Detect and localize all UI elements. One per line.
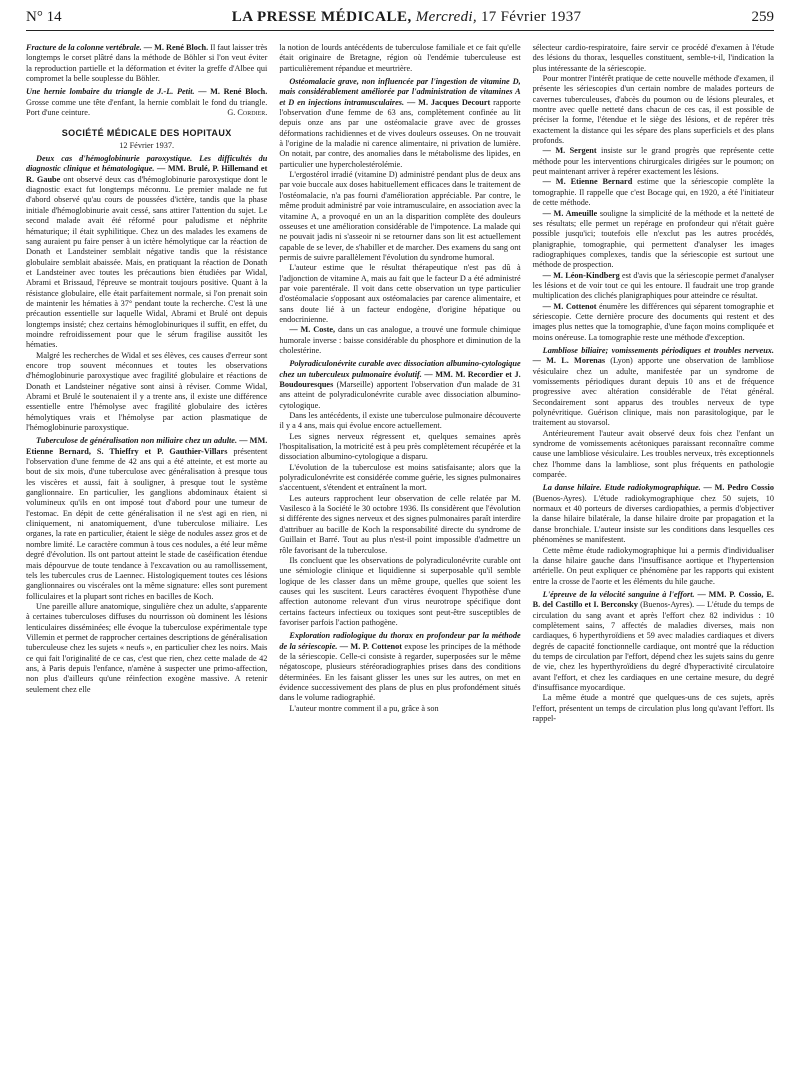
text-columns	[26, 43, 774, 724]
article-body: (Buenos-Ayres). L'étude radiokymographique chez 50 sujets, 10 normaux et 40 porteurs de diverses cardiopathies, a permis d'objectiver la danse hilaire bilatérale, la danse hilaire droite par propagation et la danse bronchiale. L'auteur insiste sur les conditions dans lesquelles ces phénomènes se manifestent.	[532, 493, 774, 545]
article-paragraph	[533, 271, 774, 302]
article-paragraph	[26, 154, 267, 351]
article-title: Une hernie lombaire du triangle de J.-L. Petit.	[26, 87, 195, 97]
article-body: souligne la simplicité de la méthode et la netteté de ses résultats; elle permet un repérage en profondeur qui n'était guère possible jusqu'ici; toutefois elle n'exclut pas les autres procédés, planigraphie, tomographie, qui permettent d'analyser les images radiographiques complexes, tandis que la sériescopie est surtout une méthode de prospection.	[532, 208, 774, 270]
article-paragraph	[533, 302, 774, 343]
article-paragraph	[26, 43, 267, 84]
article-body: estime que la sériescopie complète la tomographie. Il rappelle que c'est Bocage qui, en 1920, a été l'initiateur de cette méthode.	[532, 177, 774, 208]
article-paragraph: Une pareille allure anatomique, singulière chez un adulte, s'apparente à certaines tuberculoses diffuses du nourrisson où dominent les lésions lenticulaires disséminées; elle évoque la tuberculose expérimentale type Villemin et permet de rapprocher certaines descriptions de généralisation tuberculeuse chez les sujets « neufs », en particulier chez les noirs. Mais ce qui fait l'originalité de ce cas, c'est que rien, chez cette malade de 42 ans, à Paris depuis l'enfance, n'amène à suspecter une primo-affection, non plus d'ailleurs qu'une réinfection exogène massive. A retenir seulement chez elle	[26, 601, 268, 694]
article-body: (Buenos-Ayres). — L'étude du temps de circulation du sang avant et après l'effort chez 82 individus : 10 complètement sains, 7 affectés de maladies diverses, mais non cardiaques, 6 hyperthyroïdiens et 59 avec maladies cardiaques et divers degrés de capacité fonctionnelle cardiaque, ont montré que la réduction du temps de circulation par l'effort, dépend chez les sujets sains du genre de vie, chez les hyperthyroïdiens du degré d'hyperactivité circulatoire avant l'effort, et chez les cardiaques en une certaine mesure, du degré d'insuffisance myocardique.	[532, 600, 774, 692]
column-1	[26, 43, 267, 724]
article-author: — M. P. Cottenot	[337, 641, 403, 651]
article-paragraph	[279, 359, 520, 411]
article-paragraph: L'évolution de la tuberculose est moins satisfaisante; alors que la polyradiculonévrite est considérée comme guérie, les signes pulmonaires s'accentuent, s'étendent et entraînent la mort.	[279, 462, 521, 493]
article-paragraph: Ils concluent que les observations de polyradiculonévrite curable ont une sémiologie clinique et liquidienne si superposable qu'il semble logique de les classer dans un même groupe, quelles que soient les causes qui les suscitent. Leurs caractères évoquent l'hypothèse d'une affection autonome relevant d'un virus neurotrope spécifique dont certains facteurs infectieux ou toxiques sont peut-être susceptibles de favoriser parfois l'action pathogène.	[279, 555, 521, 627]
article-paragraph: Les signes nerveux régressent et, quelques semaines après l'hospitalisation, la motricité est à peu près complètement récupérée et la dissociation albumino-cytologique a disparu.	[279, 431, 521, 462]
article-body: Il faut laisser très longtemps le corset plâtré dans la méthode de Böhler si l'on veut éviter la reproduction partielle et la déformation et éviter la greffe d'Albee qui compromet la belle souplesse du Böhler.	[26, 43, 268, 84]
article-author: — M. Pedro Cossio	[700, 483, 774, 493]
article-paragraph: Antérieurement l'auteur avait observé deux fois chez l'enfant un syndrome de vomissements acétoniques paraissant reconnaître comme cause une lambliose vésiculaire. Les troubles nerveux, très exceptionnels chez l'homme dans la lambliose, sont plus fréquents en pathologie comparée.	[532, 428, 774, 480]
article-title: Lambliose biliaire; vomissements périodiques et troubles nerveux.	[542, 345, 774, 355]
article-body: Grosse comme une tête d'enfant, la hernie comblait le fond du triangle. Port d'une ceinture.	[26, 97, 268, 118]
issue-day: Mercredi,	[415, 9, 477, 25]
article-author: — M. L. Morenas	[532, 356, 606, 366]
page-number: 259	[751, 9, 774, 25]
article-paragraph	[279, 77, 520, 170]
article-author: — M. Etienne Bernard	[542, 177, 633, 187]
article-body: expose les principes de la méthode de la sériescopie. Celle-ci consiste à regarder, superposées sur le même négatoscope, plusieurs stéréoradiographies prises dans des conditions déterminées. En les faisant glisser les unes sur les autres, on met en évidence successivement des plans de plus en plus profondément situés dans le volume radiographié.	[279, 641, 521, 703]
article-title: Deux cas d'hémoglobinurie paroxystique. Les difficultés du diagnostic clinique et hématologique.	[26, 154, 268, 174]
journal-title: LA PRESSE MÉDICALE,	[231, 9, 412, 25]
article-paragraph	[533, 483, 774, 545]
article-paragraph: L'auteur montre comment il a pu, grâce à son	[289, 703, 439, 713]
article-paragraph: L'auteur estime que le résultat thérapeutique n'est pas dû à l'adjonction de vitamine A, mais au fait que le facteur D a été administré par voie parentérale. Il voit dans cette observation un type particulier d'ostéomalacie s'opposant aux ostéomalacies par carence alimentaire, et sans doute lié à un facteur endogène, d'origine hépatique ou endocrinienne.	[279, 263, 521, 324]
article-paragraph	[533, 346, 774, 429]
column-3	[533, 43, 774, 724]
masthead	[232, 8, 582, 26]
article-paragraph	[26, 87, 267, 118]
article-author: — M. Ameuille	[542, 208, 598, 218]
article-body: dans un cas analogue, a trouvé une formule chimique humorale inverse : baisse considérable du phosphore et diminution de la cholestérine.	[279, 325, 521, 355]
article-author: — M. Coste,	[289, 325, 336, 335]
article-body: insiste sur le grand progrès que représente cette méthode pour les interventions chirurgicales dirigées sur le poumon; on peut maintenant arriver à repérer exactement les lésions.	[532, 146, 774, 177]
article-paragraph	[533, 590, 774, 693]
article-body: énumère les différences qui séparent tomographie et sériescopie. Cette dernière procure des documents qui restent et des images plus nettes que la tomographie, d'une façon moins compliquée et moins onéreuse. La tomographie reste une méthode d'exception.	[532, 301, 774, 342]
article-author: — MM. Brulé, P. Hillemand et R. Gaube	[26, 164, 268, 184]
article-title: Tuberculose de généralisation non miliaire chez un adulte.	[36, 436, 238, 446]
article-author: — MM. P. Cossio, E. B. del Castillo et I. Berconsky	[532, 589, 774, 610]
signature: G. Cordier.	[227, 108, 268, 118]
article-title: Ostéomalacie grave, non influencée par l'ingestion de vitamine D, mais considérablement améliorée par l'administration de vitamines A et D en injections intramusculaires.	[279, 77, 521, 107]
article-body: est d'avis que la sériescopie permet d'analyser les lésions et de voir tout ce qui les entoure. Il faudrait une trop grande multiplication des clichés planigraphiques pour atteindre ce résultat.	[532, 270, 774, 301]
article-body: (Lyon) apporte une observation de lambliose vésiculaire chez un adulte, manifestée par un syndrome de vomissements périodiques durant depuis 10 ans et de fréquence progressive avec altération considérable de l'état général. Secondairement sont apparus des troubles nerveux de type polynévritique. Guérison clinique, mais non parasitologique, par le traitement au stovarsol.	[532, 356, 774, 428]
article-body: rapporte l'observation d'une femme de 63 ans, complètement confinée au lit depuis onze ans par une ostéomalacie grave avec de grosses déformations rachidiennes et de vives douleurs osseuses. On ne trouvait à l'origine de la maladie ni carence alimentaire, ni privation de lumière. On notait, par contre, des anomalies dans le métabolisme des lipides, en particulier une hypercholestérolémie.	[279, 97, 521, 169]
article-author: — M. Cottenot	[542, 301, 597, 311]
article-paragraph	[279, 631, 520, 703]
article-body: (Marseille) apportent l'observation d'un malade de 31 ans atteint de polyradiculonévrite curable avec dissociation albumino-cytologique.	[279, 380, 521, 410]
article-paragraph: Pour montrer l'intérêt pratique de cette nouvelle méthode d'examen, il présente les sériescopies d'un certain nombre de malades porteurs de cavernes tuberculeuses, d'abcès du poumon ou de lésions pleurales, et montre avec quelle netteté dans chacun de ces cas, il est possible de préciser la forme, l'étendue et le siège des lésions, et de repérer très exactement la distance qui les sépare des plans superficiels et des plans profonds.	[532, 74, 774, 146]
article-author: — M. René Bloch.	[141, 43, 209, 52]
article-paragraph	[533, 177, 774, 208]
article-body: ont observé deux cas d'hémoglobinurie paroxystique dont le diagnostic exact fut longtemps méconnu. Le premier malade ne fut d'abord observé qu'au cours de poussées d'ictère, tandis que la phase initiale d'hémoglobinurie avait cessé, sans attirer l'attention du sujet. Le second malade avait été réformé pour paludisme et néphrite hématurique; il était syphilitique. Chez un des malades les examens de sang auraient pu faire penser à un ictère hémolytique car la réaction de Donath et Landsteiner semblait négative tandis que la résistance globulaire semblait abaissée. Mais, en pratiquant la réaction de Donath et Landsteiner avec toutes les précautions bien étudiées par Widal, Abrami et Brissaud, l'épreuve se montrait toujours positive. Quant à la résistance globulaire, elle était parfaitement normale, si l'on prenait soin de maintenir les hématies à 37° pendant toute la recherche. C'est là une précaution essentielle sur laquelle Widal, Abrami et Brulé ont depuis longtemps insisté; chez certains hémoglobinuriques il suffit, en effet, du moindre refroidissement pour que le sérum fragilise aussitôt les hématies.	[26, 174, 268, 350]
issue-number: N° 14	[26, 9, 62, 25]
article-body: présentent l'observation d'une femme de 42 ans qui a été atteinte, et est morte au bout de six mois, d'une tuberculose avec généralisation à presque tous les viscères et aussi, fait à souligner, à presque tout le système ganglionnaire. En particulier, les ganglions abdominaux étaient si volumineux qu'ils en ont imposé tout d'abord pour une tumeur de l'estomac. En dépit de cette généralisation il ne s'est agi en rien, ni cliniquement, ni anatomiquement, d'une tuberculose miliaire. Les organes, la rate en particulier, étaient le siège de nodules assez gros et de nombre limité. Le caractère commun à tous ces nodules, a été leur même degré d'évolution. Ils ont partout atteint le stade de caséification étendue mais dépourvue de toute tendance à l'excavation ou au ramollissement, tels les tubercules crus de Laennec. Histologiquement toutes ces lésions ganglionnaires ou viscérales ont la même signature: elles sont purement folliculaires et la plupart sont riches en bacilles de Koch.	[26, 446, 268, 601]
article-paragraph: Dans les antécédents, il existe une tuberculose pulmonaire découverte il y a 4 ans, mais qui évolue encore actuellement.	[279, 411, 521, 431]
society-date: 12 Février 1937.	[119, 140, 175, 150]
article-author: — M. Sergent	[542, 146, 597, 156]
article-paragraph	[533, 209, 774, 271]
issue-date: 17 Février 1937	[481, 9, 582, 25]
article-paragraph	[26, 436, 267, 602]
article-author: — M. Léon-Kindberg	[542, 270, 620, 280]
article-author: — M. René Bloch.	[194, 87, 268, 97]
article-paragraph: Les auteurs rapprochent leur observation de celle relatée par M. Vasilesco à la Société le 30 octobre 1936. Ils considèrent que l'évolution si différente des signes nerveux et des signes pulmonaires paraît interdire d'attribuer au bacille de Koch la responsabilité directe du syndrome de Guillain et Barré. Tout au plus n'est-il point impossible d'admettre un rôle favorisant de la tuberculose.	[279, 493, 521, 555]
article-paragraph: sélecteur cardio-respiratoire, faire servir ce procédé d'examen à l'étude des lésions du thorax, lesquelles constituent, semble-t-il, l'indication la plus intéressante de la sériescopie.	[532, 43, 774, 73]
article-paragraph: la notion de lourds antécédents de tuberculose familiale et ce fait qu'elle était originaire de Bretagne, région où l'endémie tuberculeuse est particulièrement répandue et meurtrière.	[279, 43, 521, 73]
article-paragraph: Malgré les recherches de Widal et ses élèves, ces causes d'erreur sont encore trop souvent méconnues et toutes les observations d'hémoglobinurie paroxystique avec fragilité globulaire et réactions de Donath et Landsteiner négative sont ainsi à réviser. Comme Widal, Abrami et Brulé le soutenaient il y a trente ans, il existe une différence essentielle entre l'hémolyse avec fragilité globulaire des ictères hémolytiques vrais et l'hémolyse par action plasmatique de l'hémoglobinurie paroxystique.	[26, 350, 268, 433]
article-title: Fracture de la colonne vertébrale.	[26, 43, 142, 52]
article-author: — M. Jacques Decourt	[404, 97, 491, 107]
article-title: Polyradiculonévrite curable avec dissociation albumino-cytologique chez un tuberculeux pulmonaire évolutif.	[279, 359, 521, 379]
column-2	[279, 43, 520, 724]
article-title: L'épreuve de la vélocité sanguine à l'effort.	[542, 589, 695, 599]
article-title: La danse hilaire. Etude radiokymographique.	[542, 483, 701, 493]
page-header	[26, 8, 774, 31]
article-paragraph: Cette même étude radiokymographique lui a permis d'individualiser la danse hilaire gauche dans l'insuffisance aortique et l'hypertension artérielle. On peut expliquer ce phénomène par les rapports qui existent entre la crosse de l'aorte et les éléments du hile gauche.	[532, 545, 774, 586]
article-title: Exploration radiologique du thorax en profondeur par la méthode de la sériescopie.	[279, 631, 521, 651]
society-heading: SOCIÉTÉ MÉDICALE DES HOPITAUX	[61, 128, 232, 139]
article-paragraph	[279, 325, 520, 356]
article-paragraph: L'ergostérol irradié (vitamine D) administré pendant plus de deux ans par voie buccale aux doses habituellement efficaces dans le traitement de l'ostéomalacie, n'a pas fourni d'amélioration appréciable. Par contre, le même produit administré par voie intramusculaire, en association avec la vitamine A, a provoqué en un an la disparition complète des douleurs osseuses et une amélioration considérable de l'impotence. La malade qui ne pouvait jadis ni s'asseoir ni se retourner dans son lit est actuellement capable de se lever, de s'habiller et de marcher. Des examens du sang ont permis de suivre parallèlement l'évolution du syndrome humoral.	[279, 170, 521, 262]
article-author: — MM. M. Recordier et J. Boudouresques	[279, 369, 521, 389]
article-author: — MM. Etienne Bernard, S. Thieffry et P. Gauthier-Villars	[26, 436, 268, 456]
article-paragraph: La même étude a montré que quelques-uns de ces sujets, après l'effort, présentent un temps de circulation plus long qu'avant l'effort. Ils rappel-	[532, 693, 774, 723]
article-paragraph	[533, 146, 774, 177]
